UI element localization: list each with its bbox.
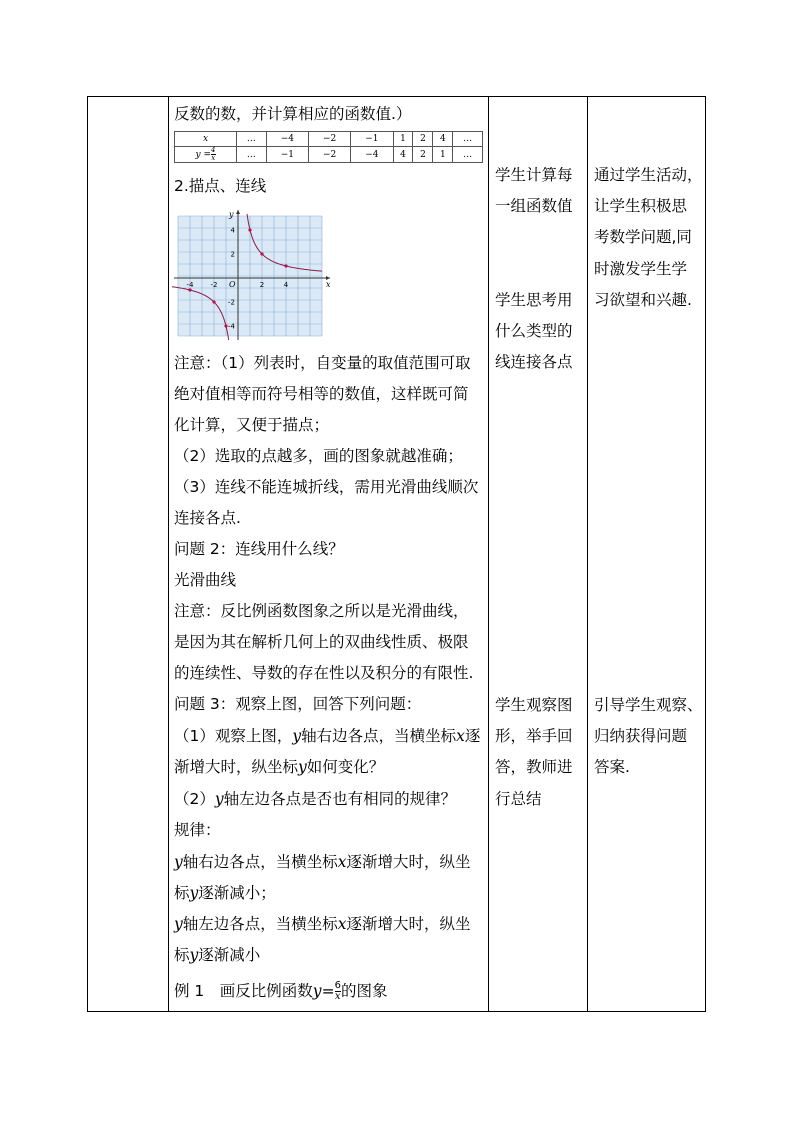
design-intent-text: 习欲望和兴趣. xyxy=(594,291,692,309)
text-line: 反数的数，并计算相应的函数值.） xyxy=(174,105,412,123)
text-line: 化计算，又便于描点； xyxy=(174,416,330,434)
text-span: 轴左边各点是否也有相同的规律？ xyxy=(223,790,457,808)
student-activity-text: 学生计算每 xyxy=(495,166,573,184)
column-divider-1 xyxy=(168,97,169,1011)
table-cell: 2 xyxy=(413,132,433,147)
origin-label: O xyxy=(229,280,236,289)
design-intent-text: 时激发学生学 xyxy=(594,260,688,278)
column-divider-2 xyxy=(488,97,489,1011)
student-activity-text: 形，举手回 xyxy=(495,727,573,745)
table-cell: 1 xyxy=(393,132,413,147)
table-cell: … xyxy=(453,147,483,163)
text-span: 的图象 xyxy=(340,982,388,1000)
x-tick-label: -2 xyxy=(210,281,218,289)
student-activity-text: 学生思考用 xyxy=(495,291,573,309)
fraction xyxy=(211,147,215,162)
text-line xyxy=(174,914,471,934)
text-line: 注意：反比例函数图象之所以是光滑曲线， xyxy=(174,602,469,620)
text-line xyxy=(174,883,276,903)
text-line: 问题 2：连线用什么线？ xyxy=(174,540,344,558)
text-line: （2）选取的点越多，画的图象就越准确； xyxy=(174,447,463,465)
text-line: 光滑曲线 xyxy=(174,571,237,589)
var-y: y xyxy=(174,915,183,933)
table-cell: −1 xyxy=(351,132,393,147)
equals: = xyxy=(321,982,335,1000)
text-line: （3）连线不能连城折线，需用光滑曲线顺次 xyxy=(174,478,479,496)
table-cell: −1 xyxy=(266,147,308,163)
var-y: y xyxy=(189,946,199,964)
y-axis-label: y xyxy=(229,210,234,219)
hyperbola-graph xyxy=(172,206,334,340)
var-y: y xyxy=(298,758,307,776)
student-activity-text: 一组函数值 xyxy=(495,197,573,215)
text-span: 如何变化？ xyxy=(306,758,385,776)
var-y: y xyxy=(174,853,183,871)
data-point xyxy=(212,300,215,303)
text-span: 轴右边各点，当横坐标 xyxy=(301,727,457,745)
text-span: （1）观察上图， xyxy=(174,727,293,745)
text-line xyxy=(174,852,471,872)
table-cell: 1 xyxy=(433,147,453,163)
data-point xyxy=(284,264,287,267)
var-y: y xyxy=(189,884,199,902)
value-table xyxy=(174,131,483,163)
y-tick-label: 4 xyxy=(230,226,235,235)
student-activity-text: 行总结 xyxy=(495,790,542,808)
var-x: x xyxy=(456,727,465,745)
table-cell: −2 xyxy=(308,132,350,147)
x-tick-label: -4 xyxy=(186,281,194,289)
table-cell xyxy=(175,147,237,163)
table-row xyxy=(175,147,483,163)
section-heading: 2.描点、连线 xyxy=(174,177,267,195)
text-span: 轴左边各点，当横坐标 xyxy=(182,915,338,933)
text-span: 逐渐增大时，纵坐 xyxy=(346,853,471,871)
y-tick-label: 2 xyxy=(230,250,235,259)
text-span: 轴右边各点，当横坐标 xyxy=(182,853,338,871)
table-cell: 2 xyxy=(413,147,433,163)
text-line: 绝对值相等而符号相等的数值，这样既可简 xyxy=(174,385,469,403)
table-cell: 4 xyxy=(433,132,453,147)
fraction-num: 4 xyxy=(211,146,216,154)
fraction-den: x xyxy=(334,991,341,1002)
text-span: 标 xyxy=(174,946,190,964)
grid xyxy=(178,216,322,336)
example-line xyxy=(174,981,387,1002)
text-line xyxy=(174,757,384,777)
data-point xyxy=(248,228,251,231)
row2-label: y = xyxy=(195,150,212,160)
text-line: 规律： xyxy=(174,821,221,839)
fraction-den: x xyxy=(211,154,216,162)
y-tick-label: -2 xyxy=(228,298,235,307)
text-span: 逐渐增大时，纵坐 xyxy=(346,915,471,933)
y-tick-label: -4 xyxy=(228,322,235,331)
text-line: 的连续性、导数的存在性以及积分的有限性. xyxy=(174,664,474,682)
x-tick-label: 4 xyxy=(283,281,289,289)
var-y: y xyxy=(292,727,302,745)
text-span: 逐渐减小 xyxy=(198,946,261,964)
text-line: 是因为其在解析几何上的双曲线性质、极限 xyxy=(174,633,469,651)
text-span: 例 1 画反比例函数 xyxy=(174,982,313,1000)
text-line xyxy=(174,726,480,746)
design-intent-text: 让学生积极思 xyxy=(594,197,688,215)
text-line xyxy=(174,945,260,965)
design-intent-text: 归纳获得问题 xyxy=(594,727,688,745)
student-activity-text: 学生观察图 xyxy=(495,696,573,714)
var-y: y xyxy=(214,790,224,808)
table-cell: … xyxy=(453,132,483,147)
data-point xyxy=(260,252,263,255)
design-intent-text: 通过学生活动， xyxy=(594,166,703,184)
y-axis-arrow xyxy=(236,210,240,214)
x-axis-label: x xyxy=(326,280,331,289)
table-cell: −4 xyxy=(351,147,393,163)
table-row xyxy=(175,132,483,147)
design-intent-text: 考数学问题,同 xyxy=(594,228,692,246)
x-tick-label: 2 xyxy=(259,281,265,289)
var-x: x xyxy=(337,853,347,871)
text-line: 注意：（1）列表时，自变量的取值范围可取 xyxy=(174,354,471,372)
var-x: x xyxy=(337,915,347,933)
table-cell: x xyxy=(175,132,237,147)
design-intent-text: 引导学生观察、 xyxy=(594,696,703,714)
column-divider-3 xyxy=(587,97,588,1011)
student-activity-text: 答，教师进 xyxy=(495,758,573,776)
fraction-num: 6 xyxy=(334,980,341,991)
table-cell: … xyxy=(237,147,267,163)
table-cell: −4 xyxy=(266,132,308,147)
text-line: 连接各点. xyxy=(174,509,241,527)
table-cell: … xyxy=(237,132,267,147)
table-cell: −2 xyxy=(308,147,350,163)
text-span: 标 xyxy=(174,884,190,902)
text-span: （2） xyxy=(174,790,215,808)
text-line: 问题 3：观察上图，回答下列问题： xyxy=(174,695,422,713)
table-cell: 4 xyxy=(393,147,413,163)
design-intent-text: 答案. xyxy=(594,758,630,776)
student-activity-text: 线连接各点 xyxy=(495,353,573,371)
var-y: y xyxy=(312,982,322,1000)
text-line xyxy=(174,789,456,809)
text-span: 渐增大时，纵坐标 xyxy=(174,758,299,776)
text-span: 逐 xyxy=(464,727,481,745)
text-span: 逐渐减小； xyxy=(198,884,276,902)
student-activity-text: 什么类型的 xyxy=(495,322,573,340)
